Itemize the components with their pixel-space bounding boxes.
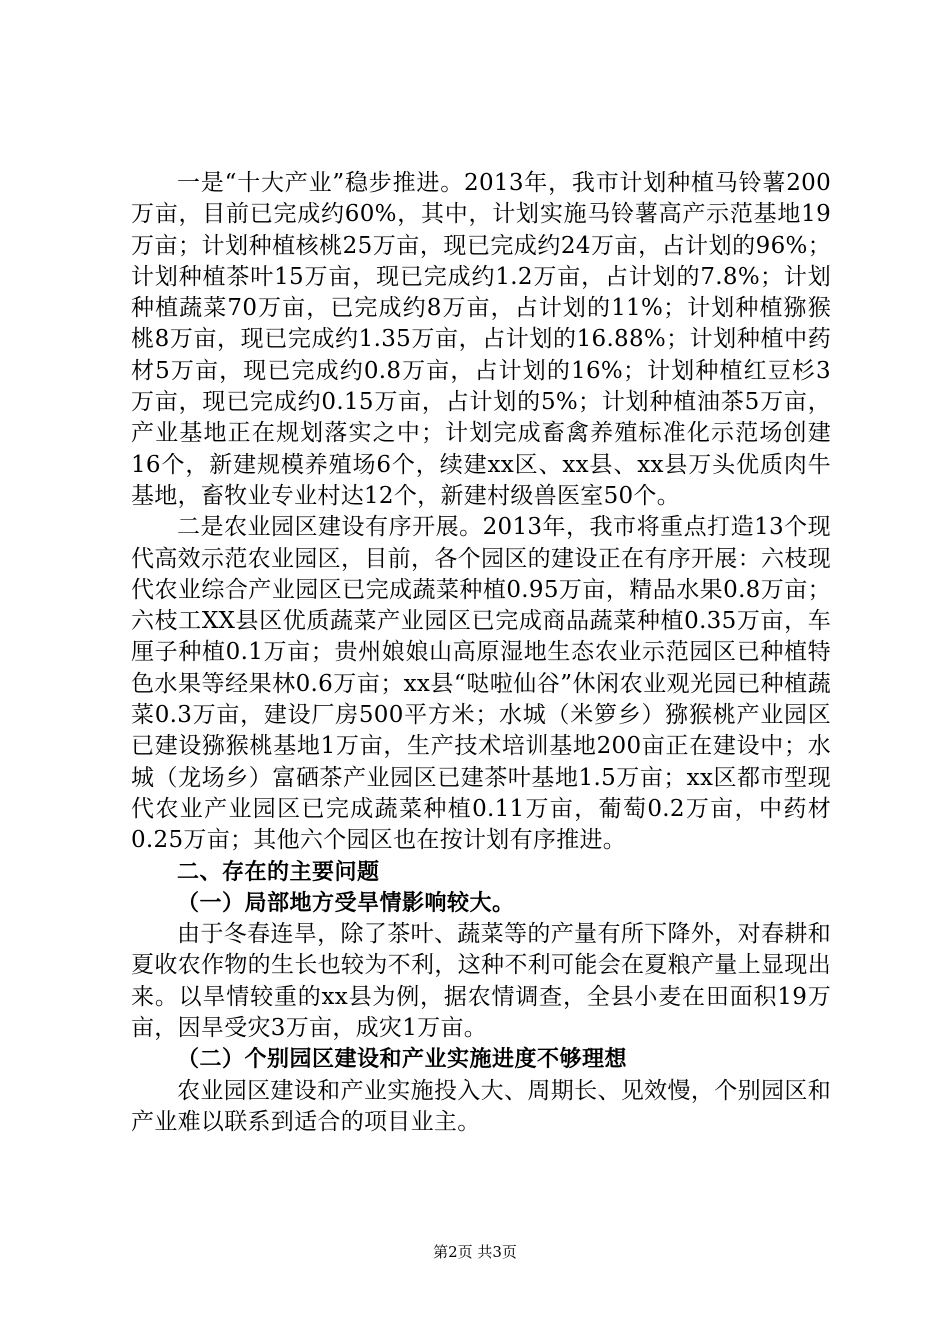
paragraph-park-progress: 农业园区建设和产业实施投入大、周期长、见效慢，个别园区和产业难以联系到适合的项目业主。	[131, 1077, 831, 1135]
subheading-park-progress: （二）个别园区建设和产业实施进度不够理想	[177, 1047, 628, 1073]
page-number-footer: 第2页 共3页	[433, 1243, 517, 1261]
paragraph-agricultural-parks: 二是农业园区建设有序开展。2013年，我市将重点打造13个现代高效示范农业园区，目前，各个园区的建设正在有序开展：六枝现代农业综合产业园区已完成蔬菜种植0.95万亩，精品水果0.8万亩；六枝工XX县区优质蔬菜产业园区已完成商品蔬菜种植0.35万亩，车厘子种植0.1万亩；贵州娘娘山高原湿地生态农业示范园区已种植特色水果等经果林0.6万亩；xx县“哒啦仙谷”休闲农业观光园已种植蔬菜0.3万亩，建设厂房500平方米；水城（米箩乡）猕猴桃产业园区已建设猕猴桃基地1万亩，生产技术培训基地200亩正在建设中；水城（龙场乡）富硒茶产业园区已建茶叶基地1.5万亩；xx区都市型现代农业产业园区已完成蔬菜种植0.11万亩，葡萄0.2万亩，中药材0.25万亩；其他六个园区也在按计划有序推进。	[131, 514, 831, 854]
paragraph-drought-impact: 由于冬春连旱，除了茶叶、蔬菜等的产量有所下降外，对春耕和夏收农作物的生长也较为不利，这种不利可能会在夏粮产量上显现出来。以旱情较重的xx县为例，据农情调查，全县小麦在田面积19万亩，因旱受灾3万亩，成灾1万亩。	[131, 921, 831, 1042]
subheading-drought-impact: （一）局部地方受旱情影响较大。	[177, 890, 515, 916]
paragraph-ten-industries: 一是“十大产业”稳步推进。2013年，我市计划种植马铃薯200万亩，目前已完成约60%，其中，计划实施马铃薯高产示范基地19万亩；计划种植核桃25万亩，现已完成约24万亩，占计划的96%；计划种植茶叶15万亩，现已完成约1.2万亩，占计划的7.8%；计划种植蔬菜70万亩，已完成约8万亩，占计划的11%；计划种植猕猴桃8万亩，现已完成约1.35万亩，占计划的16.88%；计划种植中药材5万亩，现已完成约0.8万亩，占计划的16%；计划种植红豆杉3万亩，现已完成约0.15万亩，占计划的5%；计划种植油茶5万亩，产业基地正在规划落实之中；计划完成畜禽养殖标准化示范场创建16个，新建规模养殖场6个，续建xx区、xx县、xx县万头优质肉牛基地，畜牧业专业村达12个，新建村级兽医室50个。	[131, 170, 831, 509]
document-body	[131, 168, 831, 1138]
section-heading-main-problems: 二、存在的主要问题	[177, 859, 380, 885]
